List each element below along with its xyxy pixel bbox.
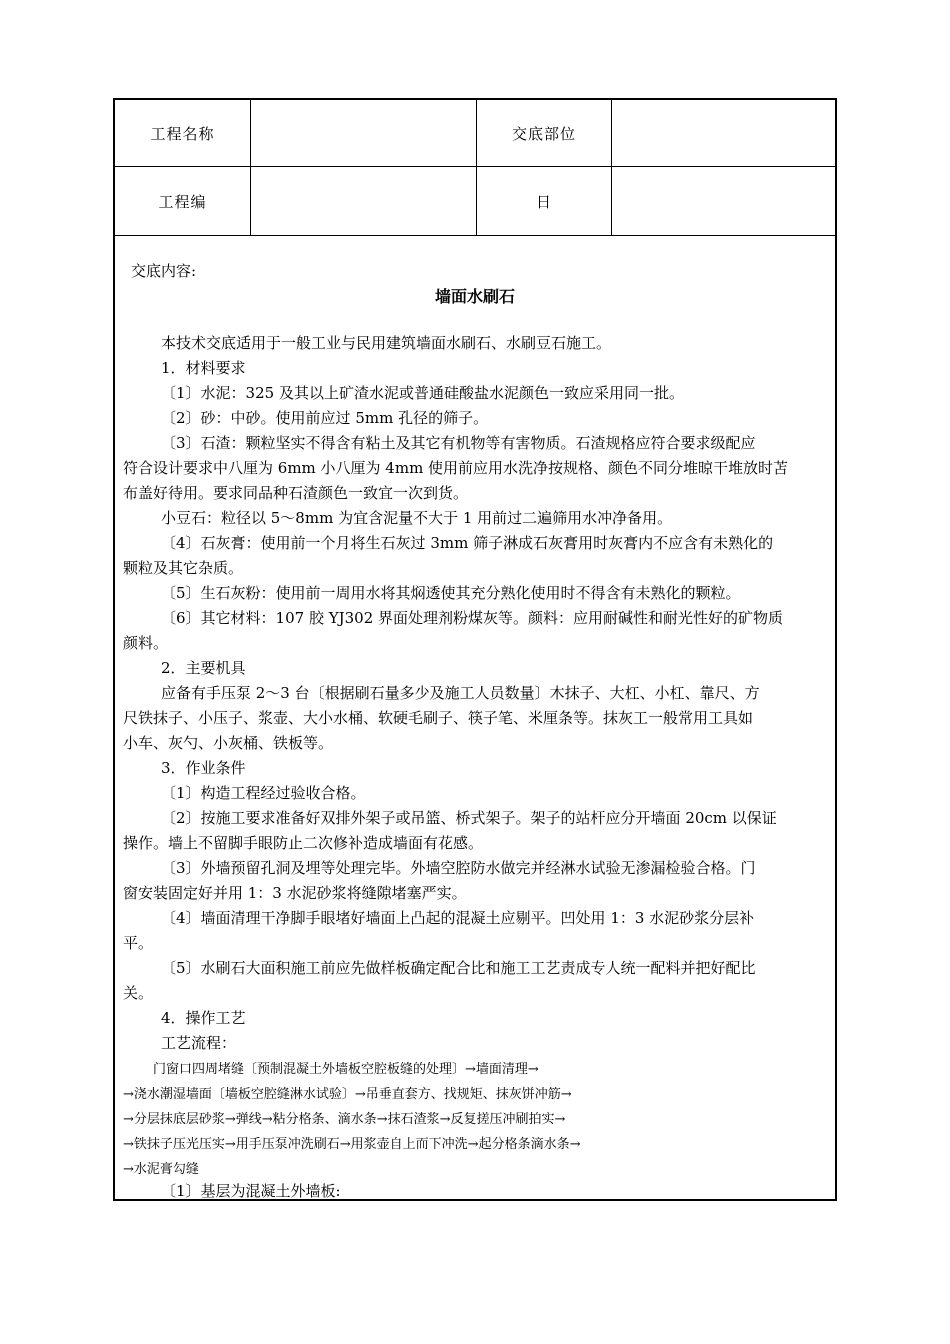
text-line: 关。 bbox=[123, 984, 154, 1002]
text-line: 〔6〕其它材料：107 胶 YJ302 界面处理剂粉煤灰等。颜料：应用耐碱性和耐光性好的矿物质 bbox=[161, 609, 784, 627]
process-flow-line: →浇水潮湿墙面〔墙板空腔缝淋水试验〕→吊垂直套方、找规矩、抹灰饼冲筋→ bbox=[123, 1087, 572, 1102]
text-line: 操作。墙上不留脚手眼防止二次修补造成墙面有花感。 bbox=[123, 834, 484, 852]
text-line: 〔2〕按施工要求准备好双排外架子或吊篮、桥式架子。架子的站杆应分开墙面 20cm 以保证 bbox=[161, 809, 777, 827]
text-line: 工艺流程： bbox=[161, 1034, 237, 1052]
text-line: 〔2〕砂：中砂。使用前应过 5mm 孔径的筛子。 bbox=[161, 409, 489, 427]
text-line: 〔3〕外墙预留孔洞及埋等处理完毕。外墙空腔防水做完并经淋水试验无渗漏检验合格。门 bbox=[161, 859, 756, 877]
project-name-value bbox=[251, 100, 476, 166]
text-line: 〔1〕基层为混凝土外墙板: bbox=[161, 1182, 341, 1200]
text-line: 〔1〕水泥：325 及其以上矿渣水泥或普通硅酸盐水泥颜色一致应采用同一批。 bbox=[161, 384, 684, 402]
text-line: 符合设计要求中八厘为 6mm 小八厘为 4mm 使用前应用水洗净按规格、颜色不同分堆晾干堆放时苫 bbox=[123, 459, 789, 477]
text-line: 尺铁抹子、小压子、浆壶、大小水桶、软硬毛刷子、筷子笔、米厘条等。抹灰工一般常用工具如 bbox=[123, 709, 754, 727]
project-no-value bbox=[251, 167, 476, 235]
section-heading: 3．作业条件 bbox=[161, 759, 246, 777]
text-line: 小车、灰勺、小灰桶、铁板等。 bbox=[123, 734, 334, 752]
text-line: 应备有手压泵 2～3 台〔根据刷石量多少及施工人员数量〕木抹子、大杠、小杠、靠尺、方 bbox=[161, 684, 760, 702]
text-line: 布盖好待用。要求同品种石渣颜色一致宜一次到货。 bbox=[123, 484, 469, 502]
text-line: 〔5〕生石灰粉：使用前一周用水将其焖透使其充分熟化使用时不得含有未熟化的颗粒。 bbox=[161, 584, 741, 602]
header-table bbox=[115, 100, 835, 236]
handover-part-value bbox=[612, 100, 837, 166]
section-heading: 2．主要机具 bbox=[161, 659, 246, 677]
process-flow-line: 门窗口四周堵缝〔预制混凝土外墙板空腔板缝的处理〕→墙面清理→ bbox=[153, 1062, 539, 1077]
text-line: 颗粒及其它杂质。 bbox=[123, 559, 244, 577]
project-name-label: 工程名称 bbox=[150, 124, 215, 143]
date-value bbox=[612, 167, 837, 235]
content-label: 交底内容: bbox=[131, 262, 197, 280]
section-heading: 4．操作工艺 bbox=[161, 1009, 246, 1027]
row-divider bbox=[115, 235, 835, 236]
project-no-label: 工程编 bbox=[158, 192, 207, 211]
text-line: 颜料。 bbox=[123, 634, 169, 652]
text-line: 〔4〕墙面清理干净脚手眼堵好墙面上凸起的混凝土应剔平。凹处用 1：3 水泥砂浆分层补 bbox=[161, 909, 755, 927]
document-title: 墙面水刷石 bbox=[434, 287, 515, 306]
date-label: 日 bbox=[535, 192, 552, 211]
text-line: 〔3〕石渣：颗粒坚实不得含有粘土及其它有机物等有害物质。石渣规格应符合要求级配应 bbox=[161, 434, 756, 452]
text-line: 本技术交底适用于一般工业与民用建筑墙面水刷石、水刷豆石施工。 bbox=[161, 334, 612, 352]
section-heading: 1．材料要求 bbox=[161, 359, 246, 377]
handover-part-label: 交底部位 bbox=[511, 124, 576, 143]
process-flow-line: →铁抹子压光压实→用手压泵冲洗刷石→用浆壶自上而下冲洗→起分格条滴水条→ bbox=[123, 1137, 581, 1152]
handover-form bbox=[113, 98, 837, 1201]
text-line: 〔1〕构造工程经过验收合格。 bbox=[161, 784, 366, 802]
text-line: 窗安装固定好并用 1：3 水泥砂浆将缝隙堵塞严实。 bbox=[123, 884, 467, 902]
text-line: 平。 bbox=[123, 934, 154, 952]
process-flow-line: →水泥膏勾缝 bbox=[123, 1162, 199, 1177]
text-line: 小豆石：粒径以 5～8mm 为宜含泥量不大于 1 用前过二遍筛用水冲净备用。 bbox=[161, 509, 673, 527]
text-line: 〔5〕水刷石大面积施工前应先做样板确定配合比和施工工艺责成专人统一配料并把好配比 bbox=[161, 959, 756, 977]
process-flow-line: →分层抹底层砂浆→弹线→粘分格条、滴水条→抹石渣浆→反复搓压冲刷拍实→ bbox=[123, 1112, 566, 1127]
text-line: 〔4〕石灰膏：使用前一个月将生石灰过 3mm 筛子淋成石灰膏用时灰膏内不应含有未熟化的 bbox=[161, 534, 774, 552]
